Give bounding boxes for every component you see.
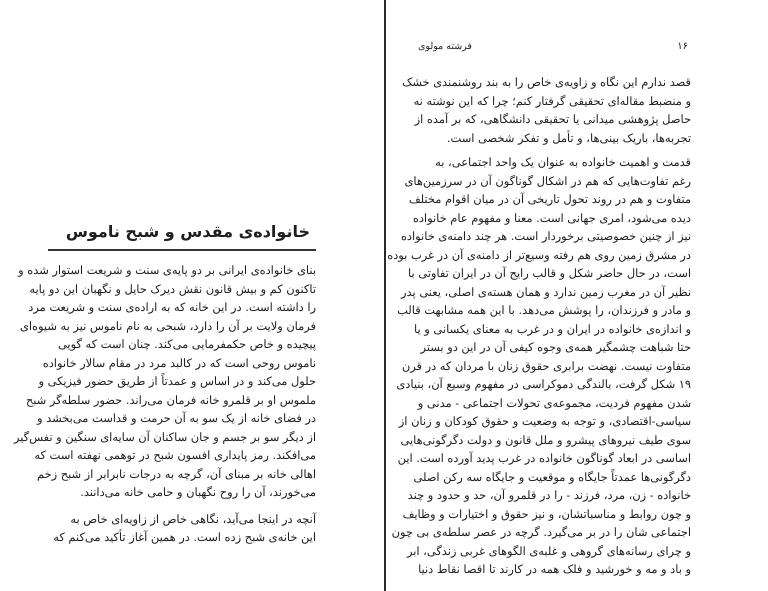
paragraph bbox=[53, 510, 316, 547]
text-line: حلول می‌کند و در اساس و عمدتاً از طریق حضور فیزیکی و bbox=[38, 374, 316, 388]
text-line: و چون روابط و مناسباتشان، و نیز حقوق و اختیارات و وظایف bbox=[402, 506, 691, 521]
page-number: ۱۶ bbox=[677, 41, 688, 52]
running-header bbox=[418, 40, 688, 54]
left-page-body bbox=[13, 261, 316, 547]
text-line: قصد ندارم این نگاه و زاویه‌ی خاص را به بند روشنمندی خشک bbox=[402, 75, 691, 89]
text-line: و اندازه‌ی خانواده در ایران و در غرب به معنای یکسانی و یا bbox=[414, 321, 691, 336]
text-line: سیاسی-اقتصادی، و توجه به وضعیت و حقوق کودکان و زنان از bbox=[398, 414, 691, 428]
text-line: اجتماعی شان را در بر می‌گیرد. گرچه در عصر سلطه‌ی بی چون bbox=[391, 525, 691, 539]
text-line: این خانه‌ی شبح زده است. در همین آغاز تأکید می‌کنم که bbox=[53, 530, 316, 544]
text-line: خانواده - زن، مرد، فرزند - را در قلمرو آن، حد و حدود و چند bbox=[407, 488, 691, 502]
text-line: متفاوت نیست. نهضت برابری حقوق زنان با مردان که در قرن bbox=[401, 358, 691, 373]
text-line: ملموس او بر قلمرو خانه فرمان می‌راند. حضور سلطه‌گر شبح bbox=[25, 392, 316, 407]
text-line: شدن مفهوم فردیت، مجموعه‌ی تحولات اجتماعی - مدنی و bbox=[417, 395, 691, 410]
text-line: نظیر آن در مغرب زمین ندارد و همان هسته‌ی اصلی، یعنی پدر bbox=[401, 284, 691, 299]
text-line: حتا شباهت چشمگیر همه‌ی وجوه کیفی آن در این دو بستر bbox=[420, 340, 691, 354]
text-line: بنای خانواده‌ی ایرانی بر دو پایه‌ی سنت و شریعت استوار شده و bbox=[18, 263, 316, 277]
text-line: اهالی خانه بر مبنای آن، گرچه به درجات نابرابر از شبح زخم bbox=[36, 466, 316, 481]
text-line: متفاوت و هم در روند تحول تاریخی آن در میان اقوام مختلف bbox=[408, 192, 691, 206]
text-line: قدمت و اهمیت خانواده به عنوان یک واحد اجتماعی، به bbox=[435, 155, 691, 169]
text-line: دگرگونی‌ها عمدتاً جایگاه و موقعیت و جایگاه سه رکن اصلی bbox=[413, 469, 691, 484]
paragraph bbox=[387, 153, 691, 579]
chapter-title: خانواده‌ی مقدس و شبح ناموس bbox=[65, 222, 310, 241]
paragraph bbox=[13, 261, 316, 502]
text-line: رغم تفاوت‌هایی که هم در اشکال گوناگون آن در سرزمین‌های bbox=[404, 173, 691, 188]
text-line: می‌خورند، آن را روح نگهبان و حامی خانه می‌دانند. bbox=[80, 485, 316, 499]
text-line: و باد و مه و خورشید و فلک همه در کارند تا اقصا نقاط دنیا bbox=[418, 562, 691, 576]
text-line: است، در حال حاضر شکل و قالب رایج آن در ایران تفاوتی با bbox=[407, 266, 691, 280]
text-line: دیده می‌شود، امری جهانی است. معنا و مفهوم عام خانواده bbox=[412, 210, 691, 225]
text-line: می‌افکند. رمز پایداری افسون شبح در توهمی نهفته است که bbox=[34, 448, 316, 462]
text-line: نیز از چنین خصوصیتی برخوردار است. هر چند دامنه‌ی خانواده bbox=[400, 229, 691, 243]
text-line: ۱۹ شکل گرفت، بالندگی دموکراسی در مفهوم وسیع آن، بنیادی bbox=[396, 377, 691, 391]
text-line: پیچیده و خاص حکمفرمایی می‌کند. چنان است که گویی bbox=[57, 337, 316, 351]
chapter-title-rule bbox=[48, 249, 316, 251]
text-line: اساسی در ابعاد گوناگون خانواده در غرب پدید آورده است. این bbox=[397, 451, 691, 465]
text-line: و چرای رسانه‌های گروهی و غلبه‌ی الگوهای غربی زندگی، ابر bbox=[406, 543, 691, 558]
text-line: در مشرق زمین روی هم رفته وسیع‌تر از دامنه‌ی آن در غرب بوده bbox=[387, 247, 691, 262]
text-line: در فضای خانه از یک سو به آن حرمت و قداست می‌بخشد و bbox=[37, 411, 316, 425]
text-line: ناموس روحی است که در کالبد مرد در مقام سالار خانواده bbox=[42, 355, 316, 370]
text-line: و منضبط مقاله‌ای تحقیقی گرفتار کنم؛ چرا که این نوشته نه bbox=[413, 93, 691, 108]
text-line: آنچه در اینجا می‌آید، نگاهی خاص از زاویه‌ای خاص به bbox=[70, 511, 316, 526]
text-line: و مادر و فرزندان، را پوشش می‌دهد. با این همه مشابهت قالب bbox=[397, 303, 691, 317]
text-line: فرمان ولایت بر آن را دارد، شبحی به نام ناموس نیز به شیوه‌ای bbox=[19, 318, 316, 333]
text-line: حاصل پژوهشی میدانی یا تحقیقی دانشگاهی، که بر آمده از bbox=[414, 112, 691, 126]
text-line: تاکنون کم و بیش قانون نقش دیرک حایل و نگهبان این دو پایه bbox=[29, 281, 316, 296]
text-line: تجربه‌ها، باریک بینی‌ها، و تأمل و تفکر شخصی است. bbox=[446, 130, 691, 145]
text-line: سوی طیف نیروهای پیشرو و ملل قانون و دولت دگرگونی‌هایی bbox=[400, 432, 691, 447]
right-page-body bbox=[387, 73, 691, 579]
chapter-heading bbox=[48, 220, 316, 251]
paragraph bbox=[402, 73, 691, 147]
text-line: از دیگر سو بر جسم و جان ساکنان آن سایه‌ای سنگین و نفس‌گیر bbox=[13, 429, 316, 444]
running-header-author: فرشته مولوی bbox=[418, 41, 472, 52]
text-line: را داشته است. در این خانه که به اراده‌ی سنت و شریعت مرد bbox=[28, 300, 316, 314]
